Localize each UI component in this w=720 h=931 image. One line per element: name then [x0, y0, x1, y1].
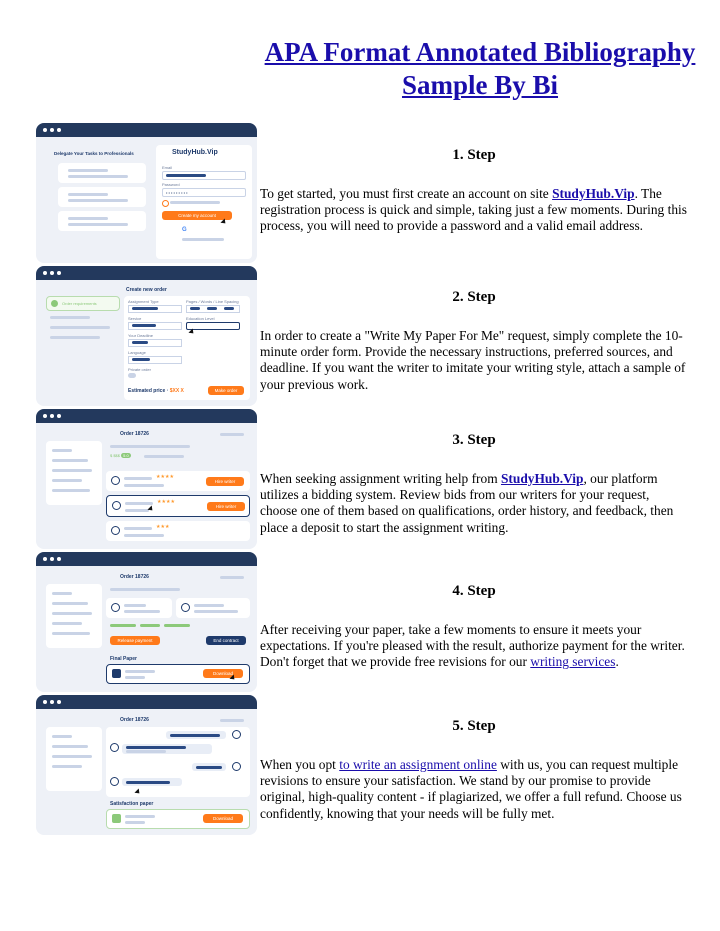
education-level-select[interactable] [186, 322, 240, 330]
writer-card [176, 598, 250, 618]
list-item [58, 163, 146, 183]
step-5 [260, 717, 688, 822]
cursor-icon [147, 505, 154, 512]
password-label: Password [162, 182, 180, 187]
writer-avatar [232, 730, 241, 739]
sidebar [46, 584, 102, 648]
order-heading: Order 18726 [120, 574, 149, 580]
hire-writer-button[interactable]: Hire writer [206, 477, 244, 486]
satisfaction-paper-label: Satisfaction paper [110, 801, 154, 807]
make-order-button[interactable]: Make order [208, 386, 244, 395]
user-avatar [110, 743, 119, 752]
title-link[interactable]: APA Format Annotated Bibliography Sample By Bi [264, 37, 696, 100]
window-titlebar [36, 123, 257, 137]
step-3-screenshot [36, 409, 257, 549]
writing-services-link[interactable]: writing services [530, 654, 616, 670]
step-heading: 2. Step [452, 289, 496, 305]
step-heading: 1. Step [452, 147, 496, 163]
hire-writer-button[interactable]: Hire writer [207, 502, 245, 511]
window-titlebar [36, 552, 257, 566]
writer-avatar [111, 526, 120, 535]
order-heading: Order 18726 [120, 431, 149, 437]
checkbox[interactable] [162, 200, 169, 207]
bid-item-selected: ★★★★ Hire writer [106, 495, 250, 517]
list-item [58, 211, 146, 231]
cursor-icon [134, 788, 141, 795]
create-account-button[interactable]: Create my account [162, 211, 232, 220]
step-text: To get started, you must first create an account on site StudyHub.Vip. The registration process is quick and simple, taking just a few moments. During this process, you will need to provide a password and a valid email address. [260, 186, 687, 234]
step-4-screenshot [36, 552, 257, 692]
download-button[interactable]: Download [203, 814, 243, 823]
step-1 [260, 146, 688, 235]
download-button[interactable]: Download [203, 669, 243, 678]
order-heading: Order 18726 [120, 717, 149, 723]
bid-item: ★★★ [106, 521, 250, 541]
satisfaction-paper-file [106, 809, 250, 829]
private-order-toggle[interactable] [128, 373, 136, 378]
delegate-heading: Delegate Your Tasks to Professionals [54, 151, 134, 156]
google-icon[interactable]: G [182, 227, 187, 233]
signup-form [156, 145, 252, 259]
email-field[interactable] [162, 171, 246, 180]
final-paper-label: Final Paper [110, 656, 137, 662]
estimated-price: Estimated price · $XX X [128, 388, 184, 394]
password-field[interactable]: • • • • • • • • • [162, 188, 246, 197]
chat-message-user [122, 778, 182, 786]
rating-badge: $ $$$ 5.0 [110, 453, 129, 458]
end-contract-button[interactable]: End contract [206, 636, 246, 645]
release-payment-button[interactable]: Release payment [110, 636, 160, 645]
write-assignment-link[interactable]: to write an assignment online [339, 757, 497, 772]
sidebar-item-requirements[interactable]: Order requirements [46, 296, 120, 311]
chat-message-user [122, 744, 212, 754]
step-heading: 5. Step [452, 718, 496, 734]
sidebar [46, 727, 102, 791]
window-titlebar [36, 409, 257, 423]
writer-avatar [111, 476, 120, 485]
step-text: After receiving your paper, take a few moments to ensure it meets your expectations. If you're pleased with the result, authorize payment for the writer. Don't forget that we provide free revisions for our writing services. [260, 622, 685, 670]
service-select[interactable] [128, 322, 182, 330]
deadline-input[interactable] [128, 339, 182, 347]
user-avatar [110, 777, 119, 786]
step-text: When you opt to write an assignment online with us, you can request multiple revisions to ensure your satisfaction. We stand by our promise to provide original, high-quality content - if plagiarized, we offer a full refund. Choose us confidently, knowing that your needs will be fully met. [260, 757, 682, 821]
file-icon [112, 814, 121, 823]
final-paper-file [106, 664, 250, 684]
writer-avatar [112, 501, 121, 510]
create-order-heading: Create new order [126, 287, 167, 293]
step-3 [260, 431, 688, 536]
chat-message-writer [192, 763, 226, 771]
bid-item: ★★★★ Hire writer [106, 471, 250, 491]
window-titlebar [36, 695, 257, 709]
step-5-screenshot [36, 695, 257, 835]
step-2-screenshot [36, 266, 257, 406]
writer-avatar [181, 603, 190, 612]
order-form: Assignment Type Pages / Words / Line Spacing Service Education Level Your Deadline Language Private order Estimated price · $XX X Make order [124, 296, 250, 400]
step-1-screenshot [36, 123, 257, 263]
email-label: Email [162, 165, 173, 170]
step-text: In order to create a "Write My Paper For Me" request, simply complete the 10-minute order form. Provide the necessary instructions, preferred sources, and deadline. If you want the writer to imitate your writing style, attach a sample of your previous work. [260, 328, 686, 392]
step-4 [260, 582, 688, 671]
brand-logo: StudyHub.Vip [172, 149, 218, 156]
window-titlebar [36, 266, 257, 280]
chat-message-writer [166, 731, 226, 739]
writer-avatar [111, 603, 120, 612]
step-heading: 4. Step [452, 583, 496, 599]
writer-card [106, 598, 172, 618]
step-heading: 3. Step [452, 432, 496, 448]
step-text: When seeking assignment writing help from StudyHub.Vip, our platform utilizes a bidding system. Review bids from our writers for your request, choose one of them based on qualifications, order history, and feedback, then place a deposit to start the assignment writing. [260, 471, 674, 535]
step-2 [260, 288, 688, 393]
list-item [58, 187, 146, 207]
sidebar [46, 441, 102, 505]
language-select[interactable] [128, 356, 182, 364]
page-title[interactable] [260, 36, 700, 102]
file-icon [112, 669, 121, 678]
chat-panel [106, 727, 250, 797]
studyhub-link[interactable]: StudyHub.Vip [500, 471, 584, 486]
studyhub-link[interactable]: StudyHub.Vip [552, 186, 635, 201]
writer-avatar [232, 762, 241, 771]
assignment-type-select[interactable] [128, 305, 182, 313]
pages-input[interactable] [186, 305, 240, 313]
